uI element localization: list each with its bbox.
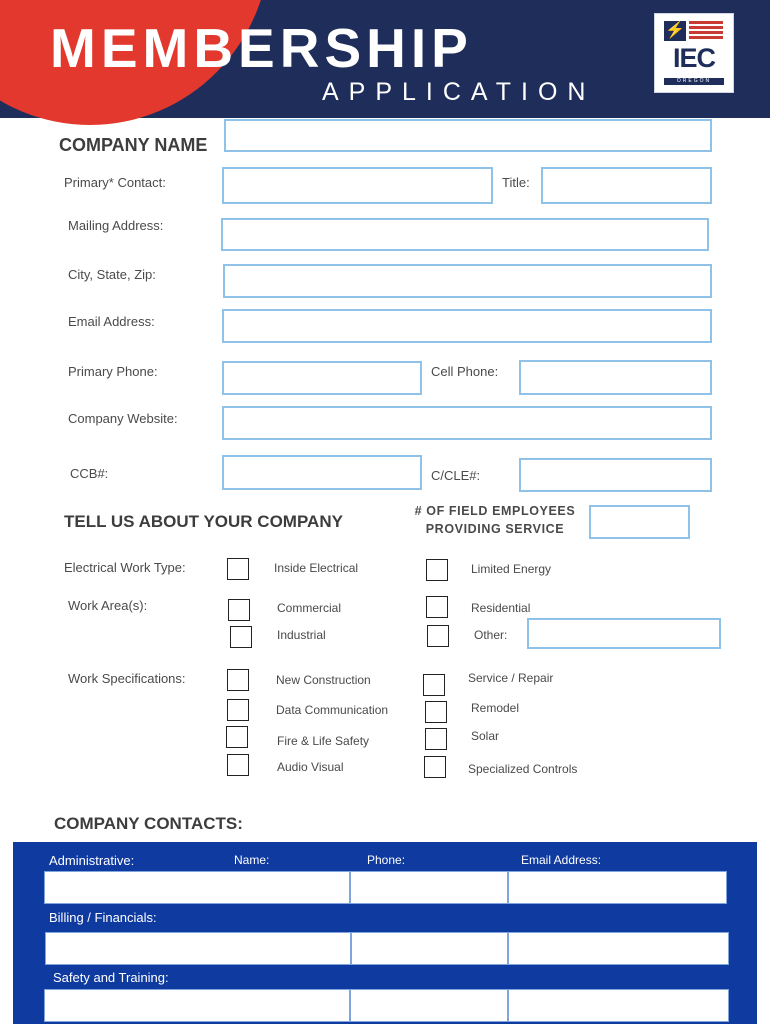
remodel-label: Remodel [471, 701, 520, 715]
phone-column-header: Phone: [367, 853, 406, 867]
other-field[interactable] [527, 618, 721, 649]
other-checkbox[interactable] [427, 625, 449, 647]
administrative-label: Administrative: [49, 853, 135, 868]
limited-energy-label: Limited Energy [471, 562, 552, 576]
solar-label: Solar [471, 729, 500, 743]
safety-label: Safety and Training: [53, 970, 169, 985]
company-name-field[interactable] [224, 119, 712, 152]
solar-checkbox[interactable] [425, 728, 447, 750]
other-label: Other: [474, 628, 508, 642]
work-areas-label: Work Area(s): [68, 598, 148, 613]
email-field[interactable] [222, 309, 712, 343]
primary-phone-field[interactable] [222, 361, 422, 395]
specialized-controls-label: Specialized Controls [468, 762, 578, 776]
field-employees-field[interactable] [589, 505, 690, 539]
primary-contact-field[interactable] [222, 167, 493, 204]
email-column-header: Email Address: [521, 853, 602, 867]
billing-label: Billing / Financials: [49, 910, 157, 925]
commercial-label: Commercial [277, 601, 342, 615]
service-repair-label: Service / Repair [468, 671, 554, 685]
new-construction-label: New Construction [276, 673, 371, 687]
inside-electrical-checkbox[interactable] [227, 558, 249, 580]
mailing-address-label: Mailing Address: [68, 218, 164, 233]
electrical-work-type-label: Electrical Work Type: [64, 560, 186, 575]
safety-name-field[interactable] [44, 989, 350, 1022]
lightning-bolt-icon: ⚡ [665, 22, 685, 39]
residential-checkbox[interactable] [426, 596, 448, 618]
company-name-label: COMPANY NAME [59, 135, 208, 155]
cell-phone-label: Cell Phone: [431, 364, 499, 379]
flag-stripes-icon [689, 21, 723, 41]
inside-electrical-label: Inside Electrical [274, 561, 359, 575]
logo-subtext: OREGON [664, 78, 724, 85]
new-construction-checkbox[interactable] [227, 669, 249, 691]
email-label: Email Address: [68, 314, 155, 329]
fire-life-safety-label: Fire & Life Safety [277, 734, 370, 748]
field-employees-label: # OF FIELD EMPLOYEES PROVIDING SERVICE [414, 504, 576, 536]
logo-text: IEC [672, 43, 715, 73]
limited-energy-checkbox[interactable] [426, 559, 448, 581]
ccb-label: CCB#: [70, 466, 109, 481]
name-column-header: Name: [234, 853, 270, 867]
page-title: MEMBERSHIP [50, 17, 473, 79]
remodel-checkbox[interactable] [425, 701, 447, 723]
iec-logo [654, 13, 734, 93]
primary-phone-label: Primary Phone: [68, 364, 158, 379]
safety-phone-field[interactable] [350, 989, 508, 1022]
about-heading: TELL US ABOUT YOUR COMPANY [64, 512, 343, 531]
contacts-heading: COMPANY CONTACTS: [54, 814, 243, 833]
safety-email-field[interactable] [508, 989, 729, 1022]
data-communication-checkbox[interactable] [227, 699, 249, 721]
ccle-label: C/CLE#: [431, 468, 481, 483]
audio-visual-label: Audio Visual [277, 760, 344, 774]
title-label: Title: [502, 175, 530, 190]
page-subtitle: APPLICATION [322, 78, 596, 106]
title-field[interactable] [541, 167, 712, 204]
work-specs-label: Work Specifications: [68, 671, 186, 686]
industrial-label: Industrial [277, 628, 326, 642]
residential-label: Residential [471, 601, 531, 615]
billing-email-field[interactable] [508, 932, 729, 965]
city-state-zip-label: City, State, Zip: [68, 267, 156, 282]
billing-name-field[interactable] [45, 932, 351, 965]
commercial-checkbox[interactable] [228, 599, 250, 621]
city-state-zip-field[interactable] [223, 264, 712, 298]
service-repair-checkbox[interactable] [423, 674, 445, 696]
billing-phone-field[interactable] [351, 932, 508, 965]
cell-phone-field[interactable] [519, 360, 712, 395]
admin-email-field[interactable] [508, 871, 727, 904]
admin-name-field[interactable] [44, 871, 350, 904]
fire-life-safety-checkbox[interactable] [226, 726, 248, 748]
ccle-field[interactable] [519, 458, 712, 492]
audio-visual-checkbox[interactable] [227, 754, 249, 776]
industrial-checkbox[interactable] [230, 626, 252, 648]
mailing-address-field[interactable] [221, 218, 709, 251]
admin-phone-field[interactable] [350, 871, 508, 904]
data-communication-label: Data Communication [276, 703, 389, 717]
company-website-label: Company Website: [68, 411, 178, 426]
specialized-controls-checkbox[interactable] [424, 756, 446, 778]
primary-contact-label: Primary* Contact: [64, 175, 166, 190]
company-website-field[interactable] [222, 406, 712, 440]
ccb-field[interactable] [222, 455, 422, 490]
